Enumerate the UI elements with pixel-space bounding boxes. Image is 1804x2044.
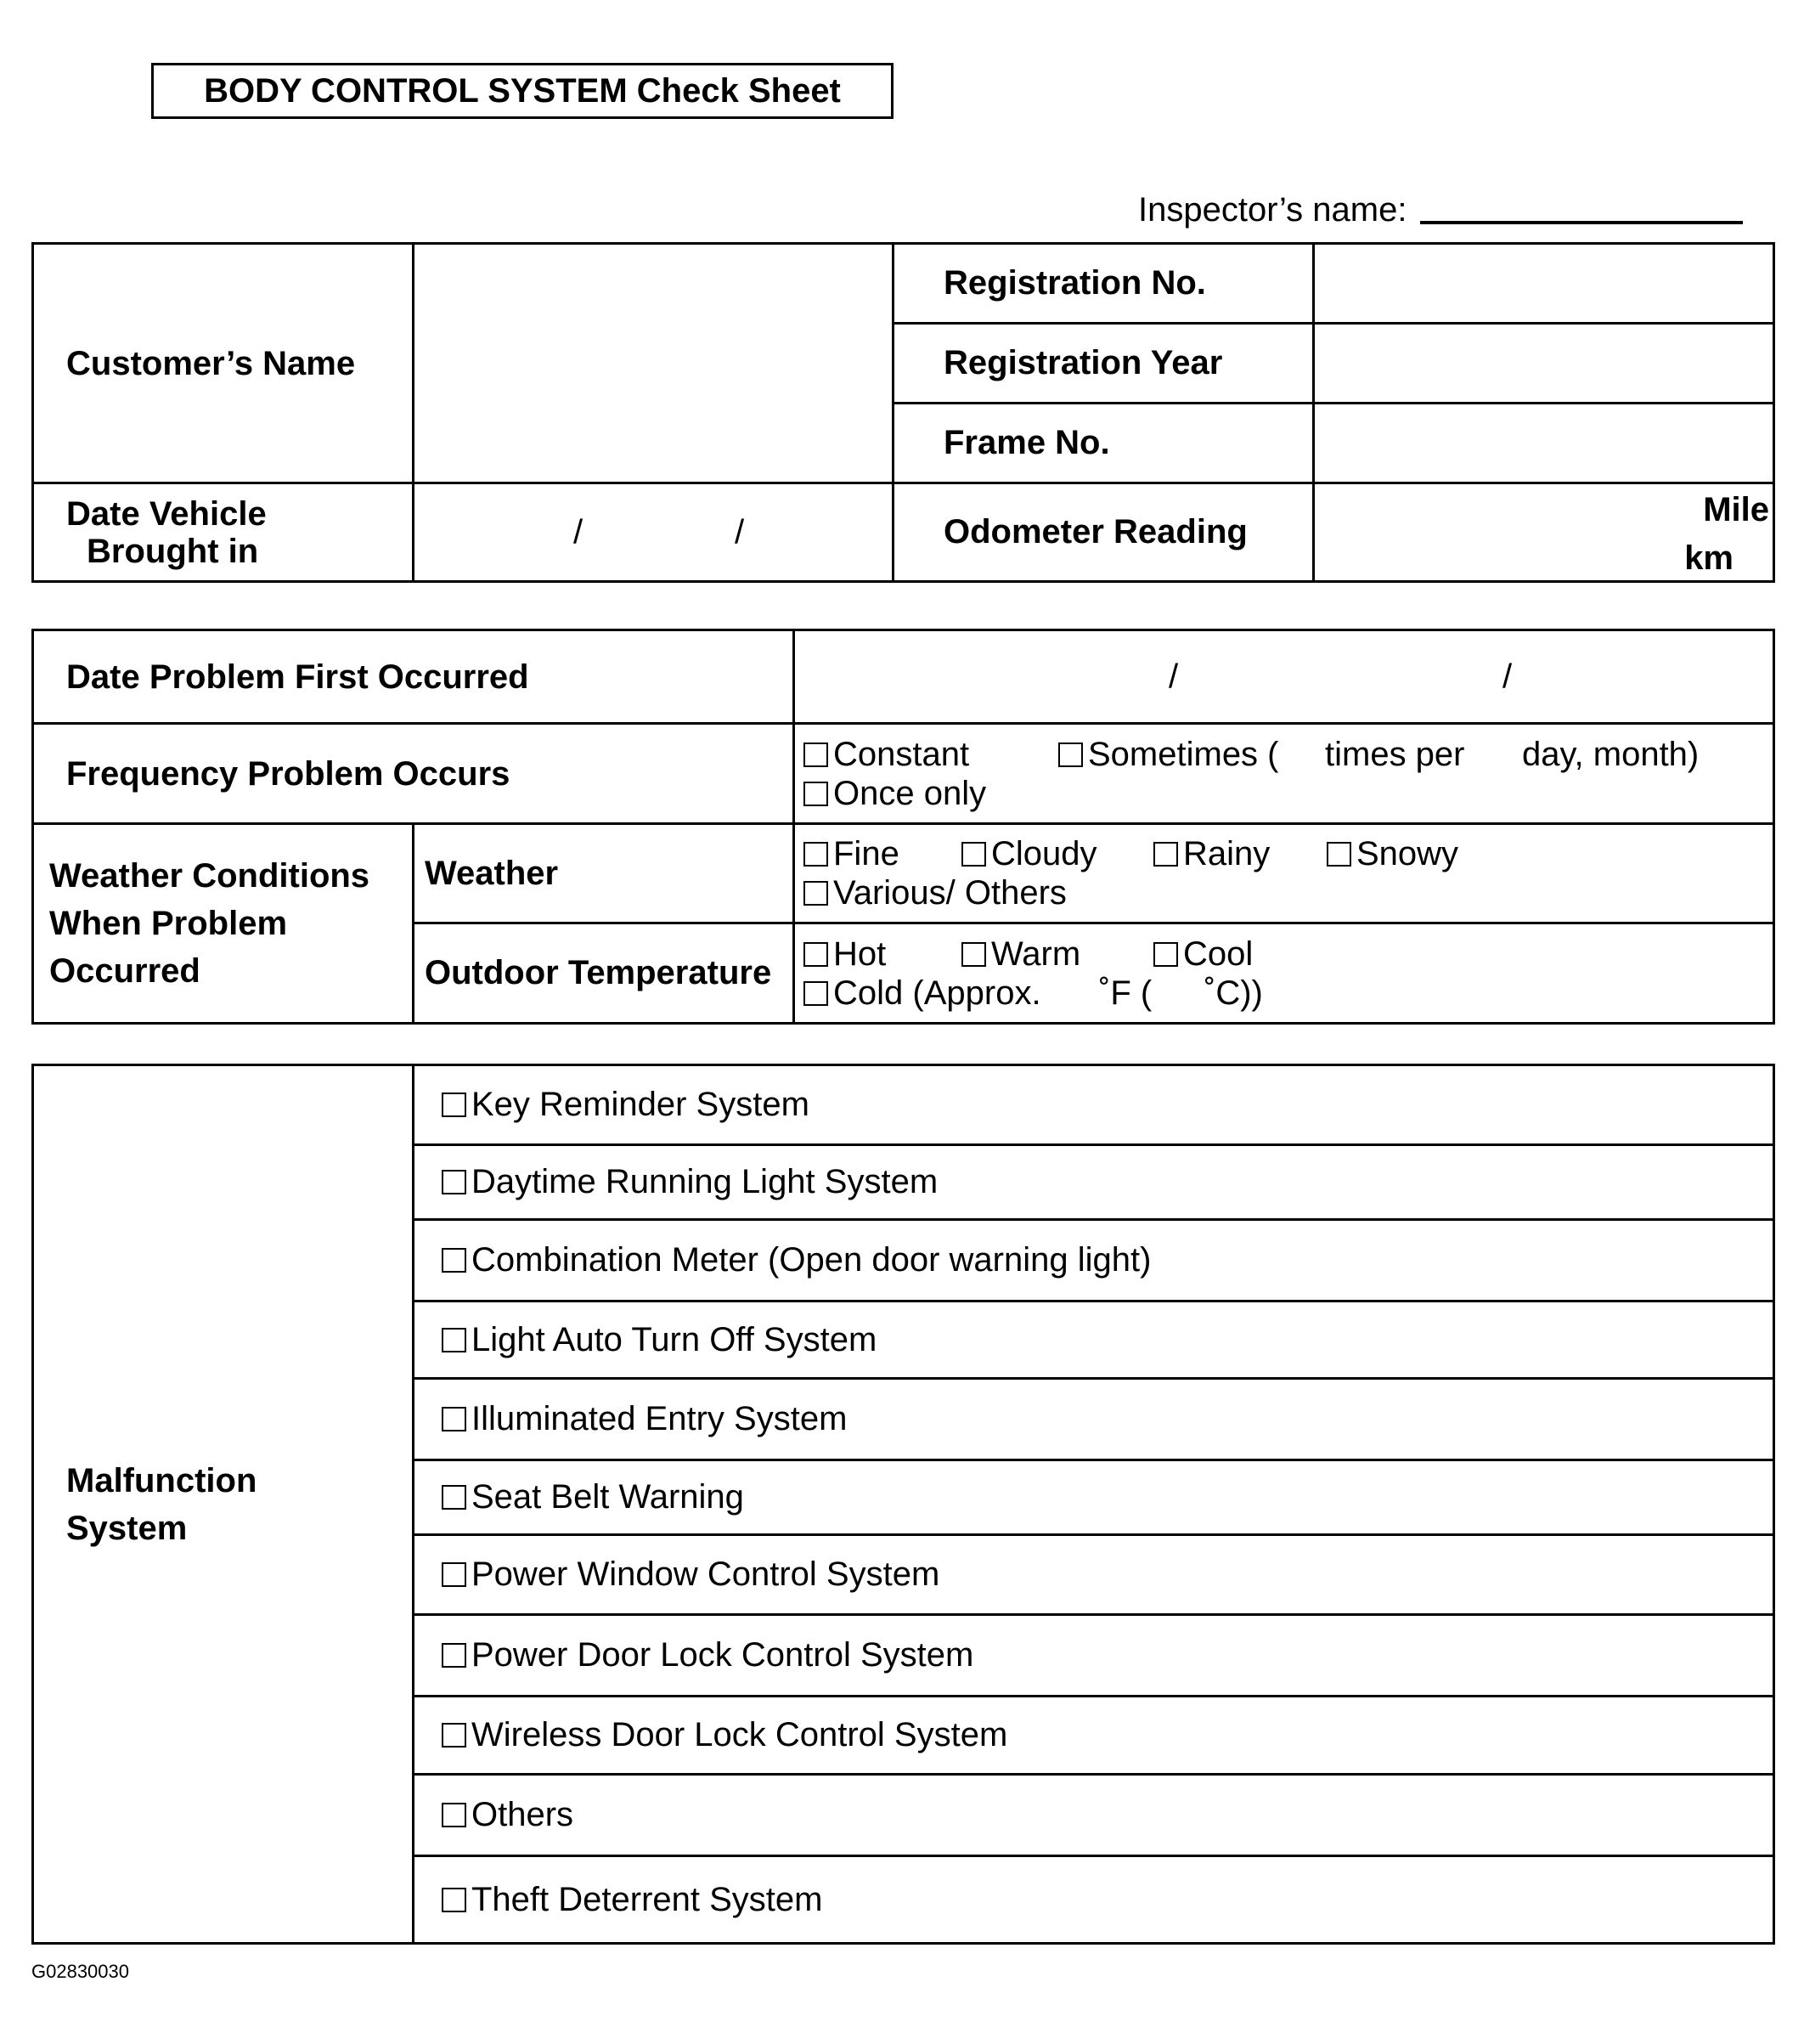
system-label: Daytime Running Light System: [471, 1163, 939, 1200]
weather-snowy-label: Snowy: [1356, 835, 1459, 872]
figure-code: G02830030: [31, 1961, 129, 1982]
weather-fine-option[interactable]: [803, 834, 961, 873]
weather-various-label: Various/ Others: [833, 874, 1067, 912]
temperature-options: [794, 923, 1774, 1024]
malfunction-system-table: [31, 1064, 1775, 1945]
checkbox-icon[interactable]: [442, 1803, 466, 1827]
temperature-cool-label: Cool: [1183, 934, 1254, 973]
weather-rainy-option[interactable]: [1153, 834, 1327, 873]
checkbox-icon[interactable]: [1058, 743, 1083, 767]
odometer-label: Odometer Reading: [894, 483, 1314, 582]
inspector-name-field: [1138, 178, 1750, 229]
date-separator: /: [735, 513, 745, 551]
weather-cloudy-option[interactable]: [961, 834, 1153, 873]
checkbox-icon[interactable]: [442, 1562, 466, 1587]
temperature-hot-option[interactable]: [803, 934, 961, 974]
system-option[interactable]: [414, 1856, 1774, 1944]
checkbox-icon[interactable]: [961, 842, 986, 867]
checkbox-icon[interactable]: [442, 1485, 466, 1510]
weather-conditions-line2: When Problem: [49, 905, 288, 942]
malfunction-system-label: [33, 1065, 414, 1944]
frequency-constant-option[interactable]: [803, 735, 1058, 774]
frame-no-label: Frame No.: [894, 404, 1314, 483]
customer-name-label: Customer’s Name: [33, 244, 414, 483]
system-option[interactable]: [414, 1615, 1774, 1697]
system-label: Wireless Door Lock Control System: [471, 1716, 1008, 1753]
weather-cloudy-label: Cloudy: [991, 835, 1097, 872]
frequency-constant-label: Constant: [833, 735, 970, 773]
system-label: Theft Deterrent System: [471, 1880, 823, 1918]
malfunction-label-line2: System: [66, 1509, 188, 1547]
date-brought-in-label: [33, 483, 414, 582]
system-option[interactable]: [414, 1535, 1774, 1615]
system-option[interactable]: [414, 1065, 1774, 1145]
system-option[interactable]: [414, 1220, 1774, 1301]
frequency-once-option[interactable]: [803, 774, 986, 813]
weather-label: Weather: [414, 824, 794, 923]
temperature-warm-option[interactable]: [961, 934, 1153, 974]
system-option[interactable]: [414, 1775, 1774, 1856]
frequency-once-label: Once only: [833, 774, 987, 812]
deg-f-text: ˚F (: [1099, 974, 1153, 1012]
date-separator: /: [573, 513, 583, 551]
frame-no-field[interactable]: [1314, 404, 1774, 483]
weather-fine-label: Fine: [833, 835, 899, 872]
weather-conditions-line1: Weather Conditions: [49, 857, 370, 895]
frequency-label: Frequency Problem Occurs: [33, 724, 794, 824]
system-label: Power Door Lock Control System: [471, 1636, 974, 1674]
date-brought-in-line1: Date Vehicle: [66, 494, 267, 533]
temperature-warm-label: Warm: [991, 934, 1081, 973]
checkbox-icon[interactable]: [803, 881, 828, 906]
checkbox-icon[interactable]: [1153, 942, 1178, 967]
frequency-options: [794, 724, 1774, 824]
weather-snowy-option[interactable]: [1327, 834, 1458, 873]
checkbox-icon[interactable]: [803, 942, 828, 967]
date-brought-in-line2: Brought in: [87, 532, 259, 570]
date-separator: /: [1169, 658, 1179, 695]
checkbox-icon[interactable]: [803, 842, 828, 867]
checkbox-icon[interactable]: [442, 1170, 466, 1194]
temperature-cold-option[interactable]: [803, 974, 1099, 1013]
checkbox-icon[interactable]: [442, 1723, 466, 1748]
system-option[interactable]: [414, 1379, 1774, 1460]
frequency-sometimes-option[interactable]: [1058, 735, 1325, 774]
customer-name-field[interactable]: [414, 244, 894, 483]
system-label: Key Reminder System: [471, 1086, 809, 1123]
date-first-occurred-field[interactable]: [794, 630, 1774, 724]
system-option[interactable]: [414, 1145, 1774, 1220]
temperature-hot-label: Hot: [833, 934, 887, 973]
system-option[interactable]: [414, 1301, 1774, 1379]
system-label: Light Auto Turn Off System: [471, 1320, 877, 1358]
checkbox-icon[interactable]: [442, 1407, 466, 1431]
vehicle-info-table: [31, 242, 1775, 583]
sheet-title: BODY CONTROL SYSTEM Check Sheet: [151, 63, 894, 119]
system-option[interactable]: [414, 1697, 1774, 1775]
problem-conditions-table: [31, 629, 1775, 1025]
times-per-text: times per: [1325, 735, 1465, 773]
checkbox-icon[interactable]: [803, 782, 828, 806]
temperature-cold-label: Cold (Approx.: [833, 974, 1041, 1012]
registration-no-field[interactable]: [1314, 244, 1774, 324]
inspector-label: Inspector’s name:: [1138, 191, 1407, 229]
odometer-field[interactable]: [1314, 483, 1774, 582]
weather-conditions-label: [33, 824, 414, 1024]
malfunction-label-line1: Malfunction: [66, 1461, 257, 1499]
checkbox-icon[interactable]: [803, 981, 828, 1006]
checkbox-icon[interactable]: [961, 942, 986, 967]
system-label: Power Window Control System: [471, 1556, 940, 1593]
inspector-name-line[interactable]: [1420, 221, 1743, 224]
system-label: Others: [471, 1796, 574, 1833]
checkbox-icon[interactable]: [442, 1888, 466, 1912]
system-option[interactable]: [414, 1460, 1774, 1535]
checkbox-icon[interactable]: [442, 1093, 466, 1117]
frequency-sometimes-label: Sometimes (: [1088, 735, 1279, 773]
system-label: Illuminated Entry System: [471, 1400, 848, 1437]
outdoor-temperature-label: Outdoor Temperature: [414, 923, 794, 1024]
system-label: Seat Belt Warning: [471, 1478, 744, 1516]
weather-options: [794, 824, 1774, 923]
registration-year-label: Registration Year: [894, 324, 1314, 404]
temperature-cool-option[interactable]: [1153, 934, 1253, 974]
date-separator: /: [1502, 658, 1513, 695]
checkbox-icon[interactable]: [803, 743, 828, 767]
checkbox-icon[interactable]: [1327, 842, 1351, 867]
date-first-occurred-label: Date Problem First Occurred: [33, 630, 794, 724]
weather-rainy-label: Rainy: [1183, 835, 1271, 872]
unit-mile: Mile: [1703, 490, 1769, 528]
unit-km: km: [1684, 539, 1734, 577]
checkbox-icon[interactable]: [442, 1643, 466, 1668]
registration-year-field[interactable]: [1314, 324, 1774, 404]
registration-no-label: Registration No.: [894, 244, 1314, 324]
weather-conditions-line3: Occurred: [49, 952, 200, 990]
day-month-text: day, month): [1522, 735, 1700, 773]
system-label: Combination Meter (Open door warning light): [471, 1241, 1152, 1279]
checkbox-icon[interactable]: [1153, 842, 1178, 867]
date-brought-in-field[interactable]: [414, 483, 894, 582]
checkbox-icon[interactable]: [442, 1248, 466, 1273]
deg-c-text: ˚C)): [1204, 974, 1263, 1012]
checkbox-icon[interactable]: [442, 1328, 466, 1352]
weather-various-option[interactable]: [803, 873, 1067, 912]
